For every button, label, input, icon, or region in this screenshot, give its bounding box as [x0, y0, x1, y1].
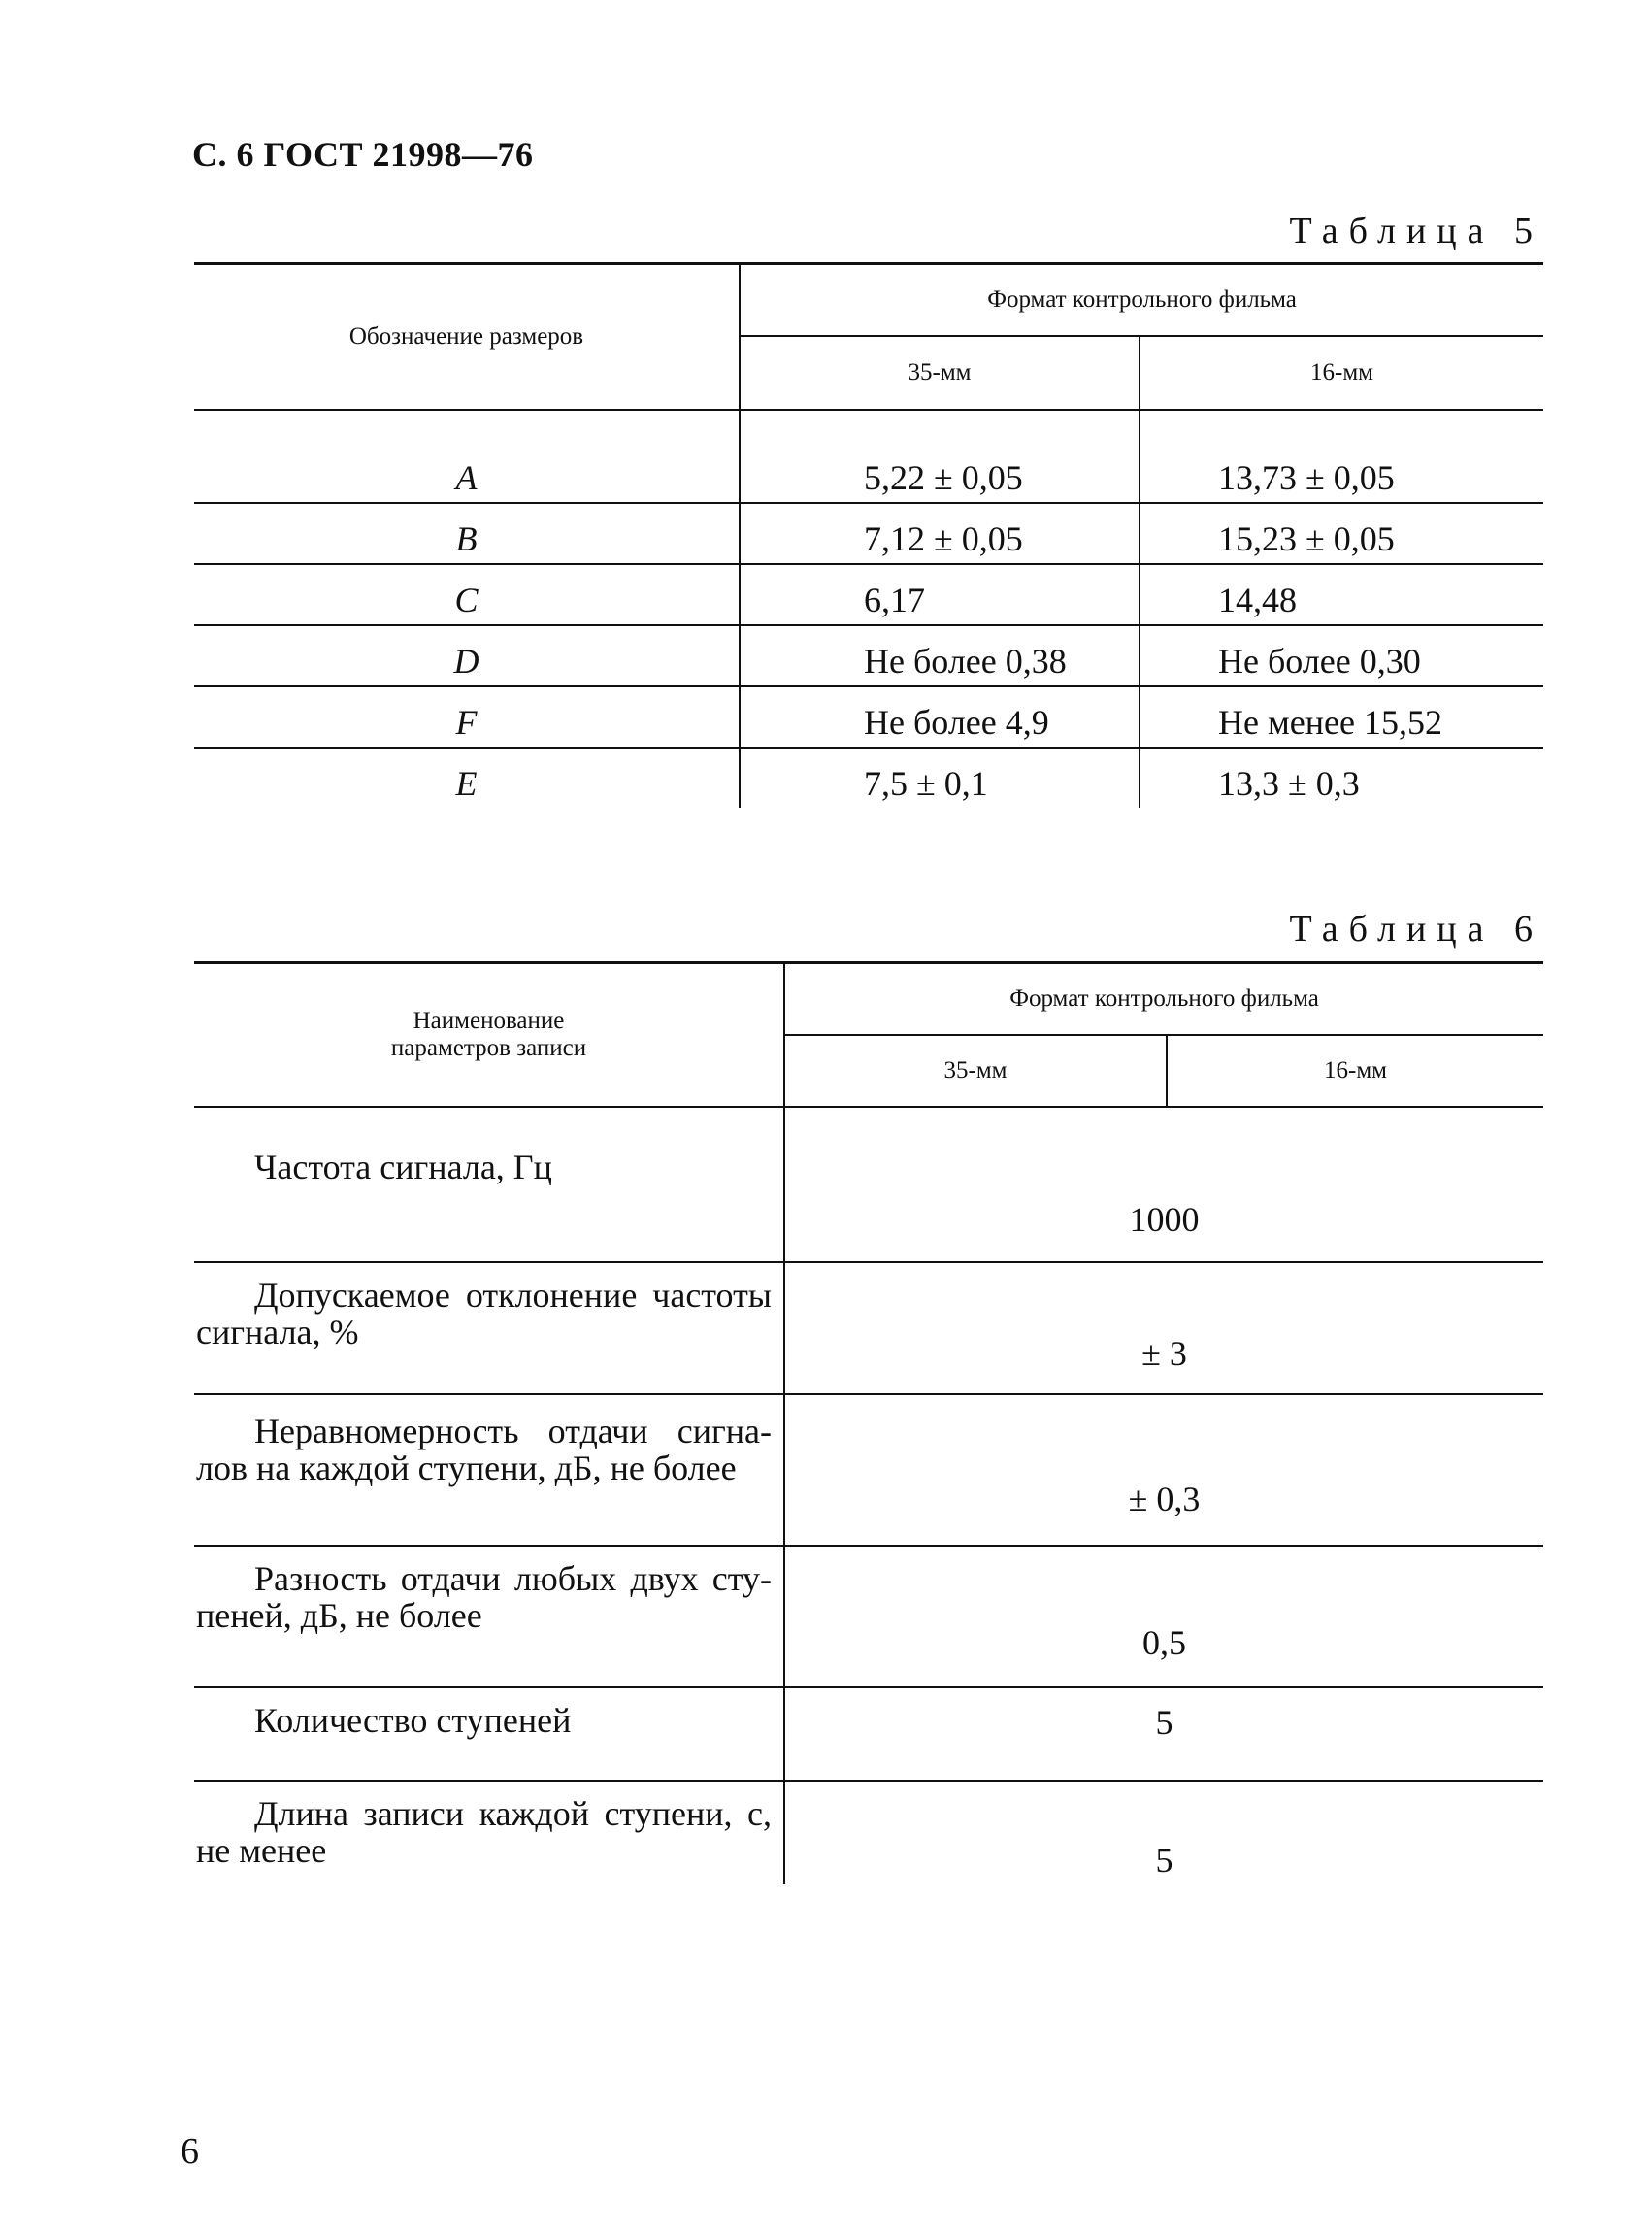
table-6-parameter-cell	[194, 1262, 784, 1394]
table-5-dim-cell: A	[194, 410, 740, 503]
table-5-dim-cell: B	[194, 503, 740, 564]
parameter-name: Количество ступеней	[254, 1701, 572, 1740]
table-row	[194, 410, 1543, 503]
table-6-value-cell: 5	[784, 1687, 1543, 1781]
table-row	[194, 625, 1543, 686]
table-row	[194, 564, 1543, 625]
table-5-35mm-cell: Не более 0,38	[740, 625, 1140, 686]
table-5-group-header-text: Формат контрольного фильма	[987, 286, 1297, 313]
parameter-name-line2: пеней, дБ, не более	[196, 1596, 482, 1635]
page-header: С. 6 ГОСТ 21998—76	[192, 135, 534, 174]
parameter-name-line1: Неравномерность отдачи сигна-	[254, 1412, 772, 1450]
table-6-group-header: Формат контрольного фильма	[784, 963, 1543, 1036]
table-5-col-16mm-header: 16-мм	[1140, 336, 1543, 410]
parameter-name-line2: сигнала, %	[196, 1313, 359, 1351]
parameter-name: Частота сигнала, Гц	[254, 1148, 552, 1186]
table-6-parameter-cell	[194, 1546, 784, 1687]
table-6-value-cell: 0,5	[784, 1546, 1543, 1687]
table-row	[194, 1262, 1543, 1394]
table-6-col-parameter-header	[194, 963, 784, 1108]
table-row	[194, 1394, 1543, 1546]
table-5-dim-cell: F	[194, 686, 740, 748]
table-5-group-header	[740, 264, 1543, 337]
table-6-parameter-cell	[194, 1687, 784, 1781]
table-5	[194, 262, 1543, 808]
table-5-35mm-cell: 6,17	[740, 564, 1140, 625]
table-5-35mm-cell: Не более 4,9	[740, 686, 1140, 748]
table-6-title: Таблица 6	[1289, 909, 1543, 949]
table-6-value-cell: 1000	[784, 1107, 1543, 1262]
table-row	[194, 1546, 1543, 1687]
table-5-16mm-cell: 13,73 ± 0,05	[1140, 410, 1543, 503]
table-6-value-cell: ± 0,3	[784, 1394, 1543, 1546]
parameter-name-line2: не менее	[196, 1831, 327, 1870]
table-5-dim-cell: E	[455, 764, 478, 803]
parameter-name-line1: Допускаемое отклонение частоты	[254, 1276, 772, 1315]
table-row	[194, 1781, 1543, 1884]
parameter-name-line2: лов на каждой ступени, дБ, не более	[196, 1449, 737, 1487]
table-6-value-cell: 5	[784, 1781, 1543, 1884]
parameter-name-line1: Длина записи каждой ступени, с,	[254, 1794, 772, 1833]
table-6-parameter-cell	[194, 1781, 784, 1884]
table-6-col-16mm-header: 16-мм	[1167, 1035, 1543, 1107]
table-row	[194, 1107, 1543, 1262]
table-6-col-35mm-header: 35-мм	[784, 1035, 1167, 1107]
table-5-35mm-cell: 5,22 ± 0,05	[740, 410, 1140, 503]
table-6	[194, 961, 1543, 1884]
table-5-16mm-cell: 13,3 ± 0,3	[1140, 748, 1543, 808]
table-5-35mm-cell: 7,5 ± 0,1	[740, 748, 1140, 808]
table-5-title: Таблица 5	[1289, 211, 1543, 251]
table-5-dim-cell: D	[194, 625, 740, 686]
table-6-parameter-cell	[194, 1394, 784, 1546]
table-6-parameter-cell	[194, 1107, 784, 1262]
parameter-name-line1: Разность отдачи любых двух сту-	[254, 1559, 772, 1598]
table-5-35mm-cell: 7,12 ± 0,05	[740, 503, 1140, 564]
table-row	[194, 686, 1543, 748]
table-5-col-designation-header: Обозначение размеров	[194, 264, 740, 411]
table-row	[194, 1687, 1543, 1781]
table-row	[194, 748, 1543, 808]
table-6-col-parameter-header-line2: параметров записи	[390, 1035, 587, 1061]
table-5-16mm-cell: Не более 0,30	[1140, 625, 1543, 686]
page-number: 6	[181, 2131, 199, 2172]
table-6-value-cell: ± 3	[784, 1262, 1543, 1394]
table-5-16mm-cell: 15,23 ± 0,05	[1140, 503, 1543, 564]
table-5-dim-cell: C	[194, 564, 740, 625]
table-5-col-35mm-header: 35-мм	[740, 336, 1140, 410]
table-5-16mm-cell: 14,48	[1140, 564, 1543, 625]
table-row	[194, 503, 1543, 564]
table-6-col-parameter-header-line1: Наименование	[413, 1008, 565, 1034]
table-5-16mm-cell: Не менее 15,52	[1140, 686, 1543, 748]
